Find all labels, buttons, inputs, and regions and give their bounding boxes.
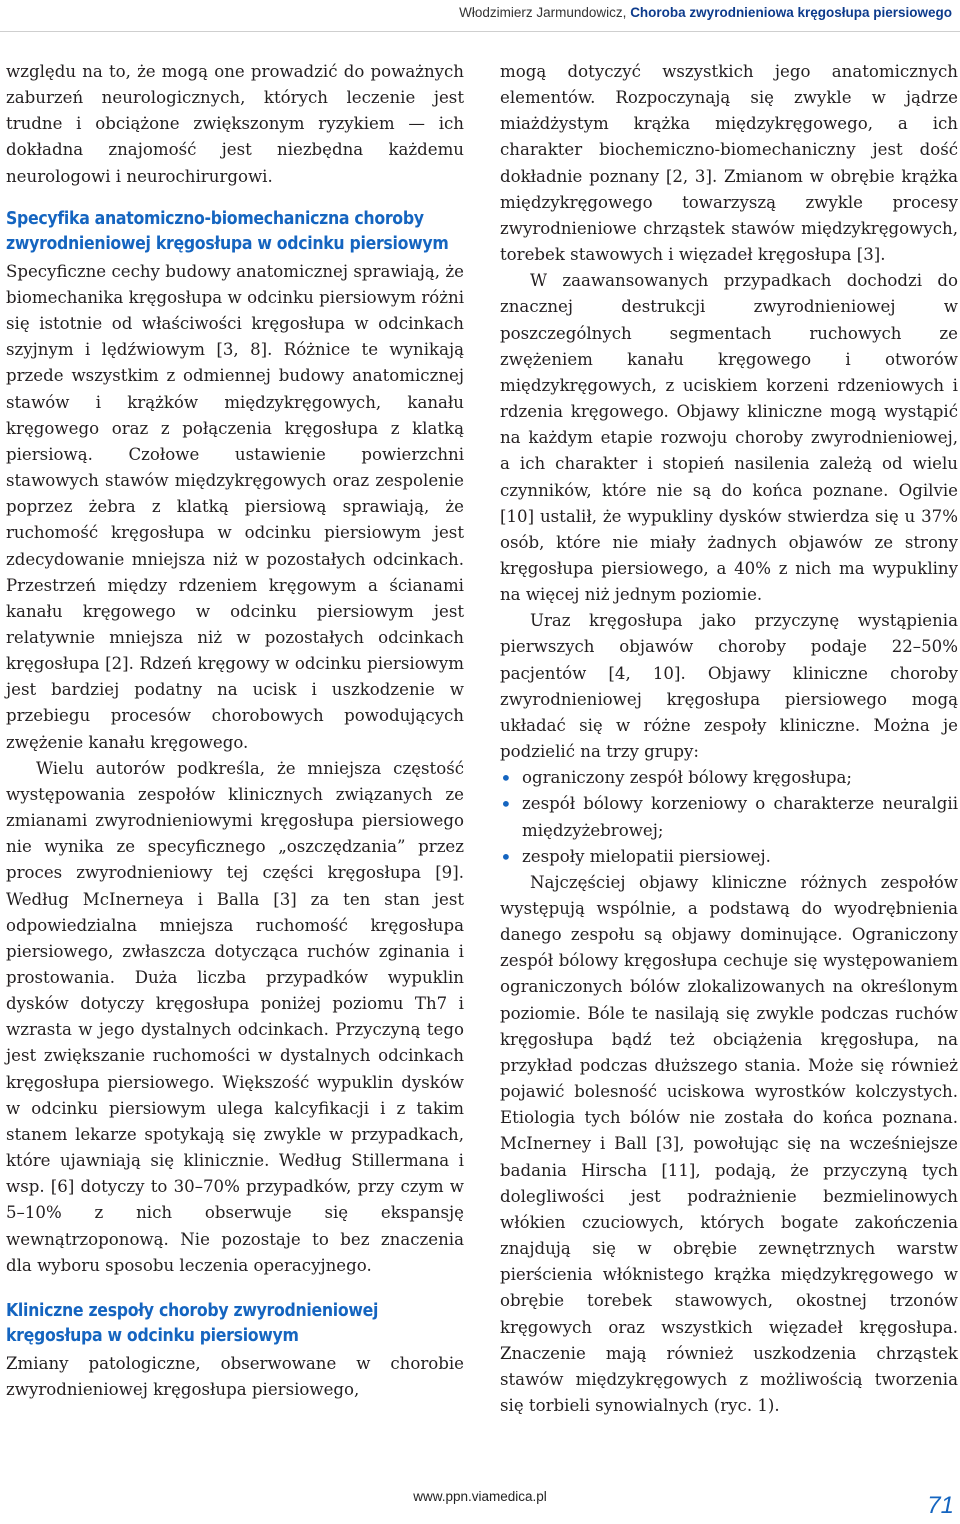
list-item-text: zespoły mielopatii piersiowej. (522, 846, 771, 866)
list-item-text: zespół bólowy korzeniowy o charakterze neuralgii międzyżebrowej; (522, 794, 958, 840)
paragraph: Zmiany patologiczne, obserwowane w chorobie zwyrodnieniowej kręgosłupa piersiowego, (6, 1353, 464, 1400)
header-title: Choroba zwyrodnieniowa kręgosłupa piersiowego (630, 5, 952, 20)
header-author: Włodzimierz Jarmundowicz, (459, 5, 627, 20)
running-header (0, 0, 960, 32)
paragraph: W zaawansowanych przypadkach dochodzi do znacznej destrukcji zwyrodnieniowej w poszczególnych segmentach ruchowych ze zwężeniem kanału kręgowego i otworów międzykręgowych, z uciskiem korzeni rdzeniowych i rdzenia kręgowego. Objawy kliniczne mogą wystąpić na każdym etapie rozwoju choroby zwyrodnieniowej, a ich charakter i stopień nasilenia zależą od wielu czynników, które nie są do końca poznane. Ogilvie [10] ustalił, że wypukliny dysków stwierdza się u 37% osób, które nie miały żadnych objawów ze strony kręgosłupa piersiowego, a 40% z nich ma wypukliny na więcej niż jednym poziomie. (500, 271, 958, 605)
left-column (6, 59, 464, 1403)
footer-url: www.ppn.viamedica.pl (413, 1489, 547, 1504)
bullet-icon: • (500, 844, 512, 869)
bullet-icon: • (500, 792, 512, 817)
right-column (500, 59, 958, 1419)
list-item-text: ograniczony zespół bólowy kręgosłupa; (522, 768, 853, 788)
paragraph: Najczęściej objawy kliniczne różnych zespołów występują wspólnie, a podstawą do wyodrębnienia danego zespołu są objawy dominujące. Ograniczony zespół bólowy kręgosłupa cechuje się występowaniem ograniczonych bólów zlokalizowanych na określonym poziomie. Bóle te nasilają się zwykle podczas ruchów kręgosłupa bądź też obciążenia kręgosłupa, na przykład podczas dłuższego stania. Może się również pojawić bolesność uciskowa wyrostków kolczystych. Etiologia tych bólów nie została do końca poznana. McInerney i Ball [3], powołując się na wcześniejsze badania Hirscha [11], podają, że przyczyną tych dolegliwości jest podrażnienie bezmielinowych włókien czuciowych, których bogate zakończenia znajdują się w obrębie zewnętrznych warstw pierścienia włóknistego krążka międzykręgowego w obrębie torebek stawowych, okostnej trzonów kręgowych oraz wszystkich więzadeł kręgosłupa. Znaczenie mają również uszkodzenia chrząstek stawów międzykręgowych z możliwością tworzenia się torbieli synowialnych (ryc. 1). (500, 872, 958, 1415)
paragraph: Uraz kręgosłupa jako przyczynę wystąpienia pierwszych objawów choroby podaje 22–50% pacjentów [4, 10]. Objawy kliniczne choroby zwyrodnieniowej kręgosłupa piersiowego mogą układać się w różne zespoły kliniczne. Można je podzielić na trzy grupy: (500, 611, 958, 762)
section-heading: Kliniczne zespoły choroby zwyrodnieniowej kręgosłupa w odcinku piersiowym (6, 1300, 379, 1346)
bullet-icon: • (500, 766, 512, 791)
list-item (500, 765, 958, 791)
paragraph: Specyficzne cechy budowy anatomicznej sprawiają, że biomechanika kręgosłupa w odcinku piersiowym różni się istotnie od właściwości kręgosłupa w odcinkach szyjnym i lędźwiowym [3, 8]. Różnice te wynikają przede wszystkim z odmiennej budowy anatomicznej stawów i krążków międzykręgowych, kanału kręgowego oraz z połączenia kręgosłupa z klatką piersiową. Czołowe ustawienie powierzchni stawowych stawów międzykręgowych oraz zespolenie poprzez żebra z klatką piersiową sprawiają, że ruchomość kręgosłupa w odcinku piersiowym jest zdecydowanie mniejsza niż w pozostałych odcinkach. Przestrzeń między rdzeniem kręgowym a ścianami kanału kręgowego w odcinku piersiowym jest relatywnie mniejsza niż w pozostałych odcinkach kręgosłupa [2]. Rdzeń kręgowy w odcinku piersiowym jest bardziej podatny na ucisk i uszkodzenie w przebiegu procesów chorobowych powodujących zwężenie kanału kręgowego. (6, 261, 464, 752)
bullet-list (500, 765, 958, 870)
list-item (500, 844, 958, 870)
paragraph: Wielu autorów podkreśla, że mniejsza częstość występowania zespołów klinicznych związanych ze zmianami zwyrodnieniowymi kręgosłupa piersiowego nie wynika ze specyficznego „oszczędzania” przez proces zwyrodnieniowy tej części kręgosłupa [9]. Według McInerneya i Balla [3] za ten stan jest odpowiedzialna mniejsza ruchomość kręgosłupa piersiowego, zwłaszcza dotycząca ruchów zginania i prostowania. Duża liczba przypadków wypuklin dysków dotyczy kręgosłupa poniżej poziomu Th7 i wzrasta w jego dystalnych odcinkach. Przyczyną tego jest zwiększanie ruchomości w dystalnych odcinkach kręgosłupa piersiowego. Większość wypuklin dysków w odcinku piersiowym ulega kalcyfikacji i z takim stanem lekarze spotykają się zwykle w przypadkach, które ujawniają się klinicznie. Według Stillermana i wsp. [6] dotyczy to 30–70% przypadków, przy czym w 5–10% z nich obserwuje się ekspansję wewnątrzoponową. Nie pozostaje to bez znaczenia dla wyboru sposobu leczenia operacyjnego. (6, 758, 464, 1275)
paragraph: względu na to, że mogą one prowadzić do poważnych zaburzeń neurologicznych, których leczenie jest trudne i obciążone zwiększonym ryzykiem — ich dokładna znajomość jest niezbędna każdemu neurologowi i neurochirurgowi. (6, 62, 464, 186)
paragraph: mogą dotyczyć wszystkich jego anatomicznych elementów. Rozpoczynają się zwykle w jądrze miażdżystym krążka międzykręgowego, a ich charakter biochemiczno-biomechaniczny jest dość dokładnie poznany [2, 3]. Zmianom w obrębie krążka międzykręgowego towarzyszą zwykle procesy zwyrodnieniowe chrząstek stawów międzykręgowych, torebek stawowych i więzadeł kręgosłupa [3]. (500, 62, 958, 265)
list-item (500, 791, 958, 843)
page-number: 71 (927, 1492, 954, 1519)
section-heading: Specyfika anatomiczno-biomechaniczna choroby zwyrodnieniowej kręgosłupa w odcinku piersiowym (6, 208, 449, 254)
